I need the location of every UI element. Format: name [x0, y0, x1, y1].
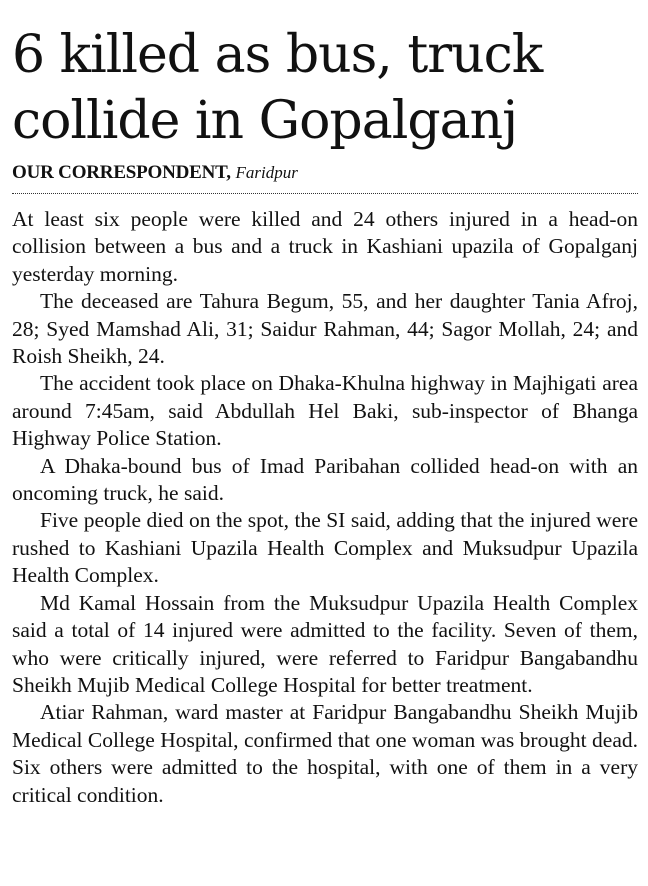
byline-place: Faridpur [235, 163, 298, 182]
headline-line-1: 6 killed as bus, truck [12, 25, 543, 85]
paragraph-5: Five people died on the spot, the SI said, adding that the injured were rushed to Kashiani Upazila Health Complex and Muksudpur Upazila Health Complex. [12, 508, 638, 588]
article-body [12, 206, 638, 809]
paragraph-3: The accident took place on Dhaka-Khulna highway in Majhigati area around 7:45am, said Abdullah Hel Baki, sub-inspector of Bhanga Highway Police Station. [12, 371, 638, 451]
paragraph-6: Md Kamal Hossain from the Muksudpur Upazila Health Complex said a total of 14 injured were admitted to the facility. Seven of them, who were critically injured, were referred to Faridpur Bangabandhu Sheikh Mujib Medical College Hospital for better treatment. [12, 590, 638, 697]
paragraph-2: The deceased are Tahura Begum, 55, and her daughter Tania Afroj, 28; Syed Mamshad Ali, 31; Saidur Rahman, 44; Sagor Mollah, 24; and Roish Sheikh, 24. [12, 289, 638, 369]
headline-line-2: collide in Gopalganj [12, 91, 518, 151]
byline-author: OUR CORRESPONDENT, [12, 162, 231, 183]
paragraph-4: A Dhaka-bound bus of Imad Paribahan collided head-on with an oncoming truck, he said. [12, 453, 638, 506]
paragraph-7: Atiar Rahman, ward master at Faridpur Bangabandhu Sheikh Mujib Medical College Hospital, confirmed that one woman was brought dead. Six others were admitted to the hospital, with one of them in a very critical condition. [12, 700, 638, 807]
news-article [12, 22, 638, 809]
headline [12, 22, 638, 154]
byline [12, 162, 638, 184]
paragraph-1: At least six people were killed and 24 others injured in a head-on collision between a bus and a truck in Kashiani upazila of Gopalganj yesterday morning. [12, 207, 638, 286]
dotted-divider [12, 193, 638, 194]
